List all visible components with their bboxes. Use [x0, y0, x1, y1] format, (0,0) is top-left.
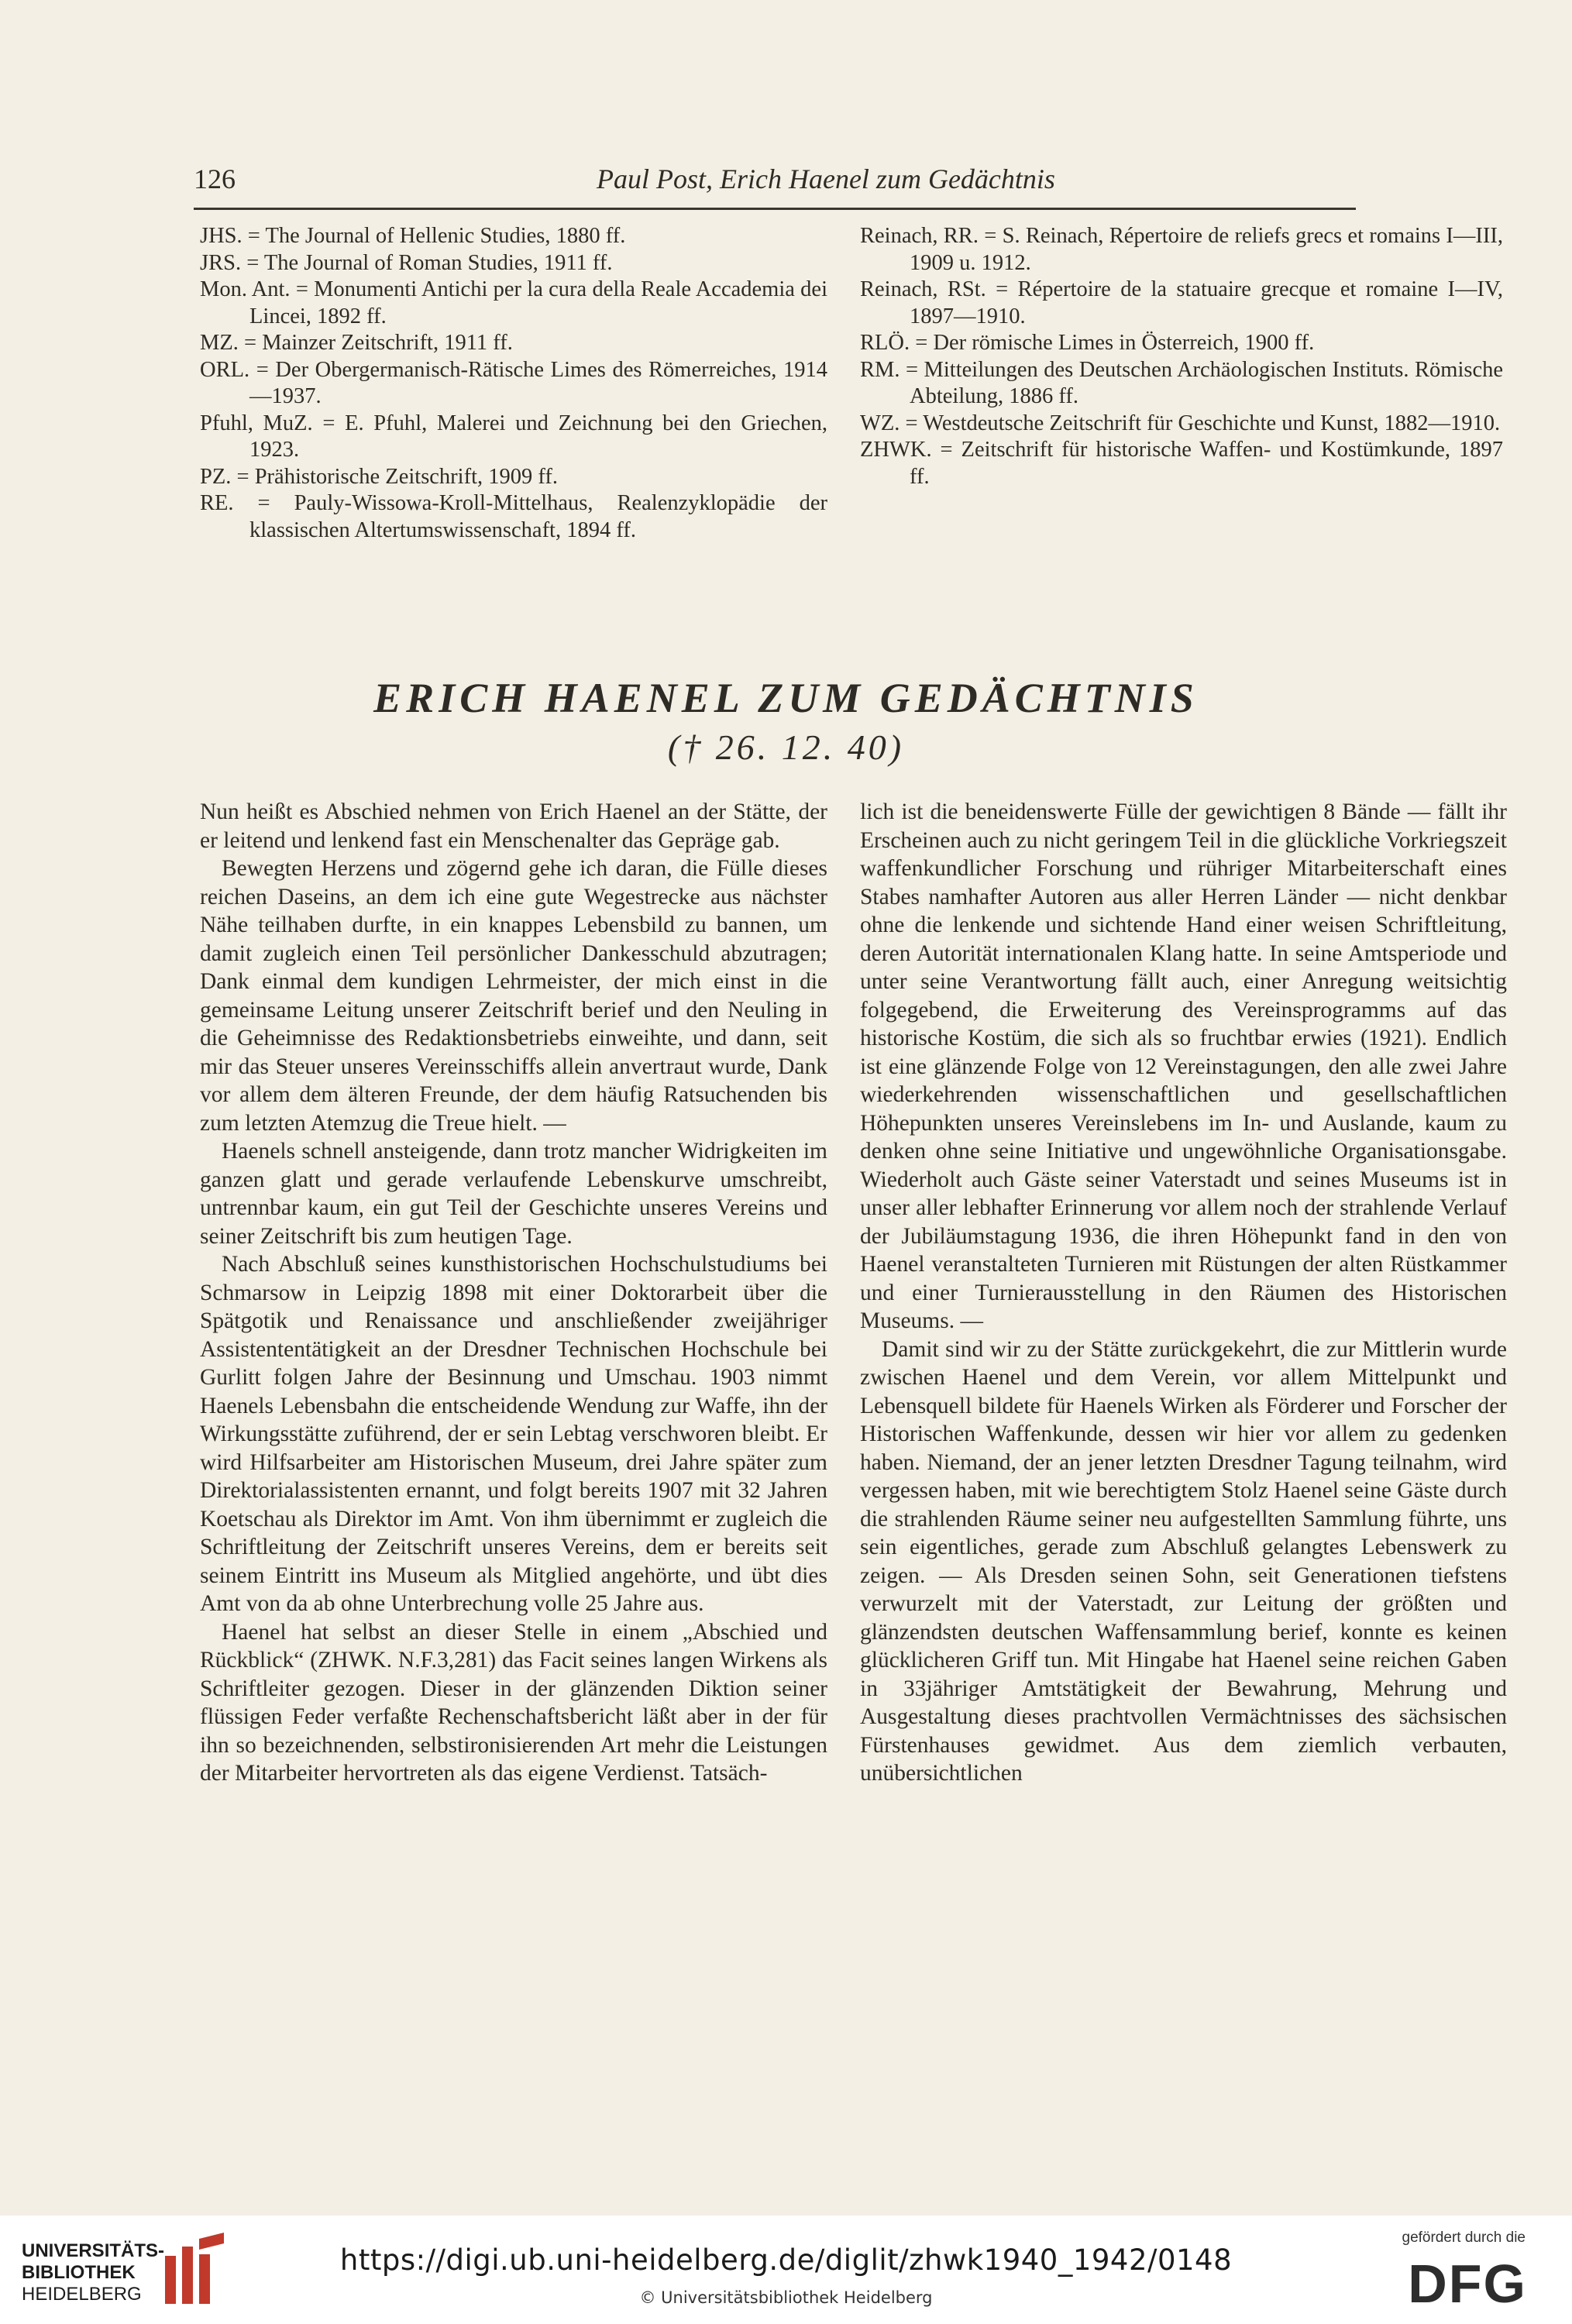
running-title: Paul Post, Erich Haenel zum Gedächtnis	[597, 163, 1055, 194]
abbreviation-entry: MZ. = Mainzer Zeitschrift, 1911 ff.	[200, 331, 513, 355]
funded-by-label: gefördert durch die	[1402, 2229, 1526, 2246]
article-title: ERICH HAENEL ZUM GEDÄCHTNIS	[373, 675, 1199, 721]
body-left-column	[200, 798, 827, 1788]
abbreviation-entry: RM. = Mitteilungen des Deutschen Archäologischen Instituts. Römische Abteilung, 1886 ff.	[860, 357, 1503, 408]
viewer-footer	[0, 2216, 1572, 2324]
logo-line: HEIDELBERG	[22, 2284, 142, 2305]
abbreviation-entry: Pfuhl, MuZ. = E. Pfuhl, Malerei und Zeichnung bei den Griechen, 1923.	[200, 411, 827, 462]
article-subtitle: († 26. 12. 40)	[667, 727, 905, 767]
body-paragraph: Haenel hat selbst an dieser Stelle in einem „Abschied und Rückblick“ (ZHWK. N.F.3,281) das Facit seines langen Wirkens als Schriftleiter gezogen. Dieser in der glänzenden Diktion seiner flüssigen Feder verfaßte Rechenschaftsbericht läßt aber in der für ihn so bezeichnenden, selbstironisierenden Art mehr die Leistungen der Mitarbeiter hervortreten als das eigene Verdienst. Tatsäch-	[200, 1619, 827, 1786]
abbreviation-entry: RLÖ. = Der römische Limes in Österreich, 1900 ff.	[860, 331, 1315, 355]
abbreviation-entry: ORL. = Der Obergermanisch-Rätische Limes des Römerreiches, 1914—1937.	[200, 357, 827, 408]
copyright-notice: © Universitätsbibliothek Heidelberg	[639, 2288, 933, 2307]
abbreviations-right-column	[860, 223, 1503, 490]
body-paragraph: Nun heißt es Abschied nehmen von Erich Haenel an der Stätte, der er leitend und lenkend fast ein Menschenalter das Gepräge gab.	[200, 799, 827, 853]
body-paragraph: lich ist die beneidenswerte Fülle der gewichtigen 8 Bände — fällt ihr Erscheinen auch zu nicht geringem Teil in die glückliche Vorkriegszeit waffenkundlicher Forschung und rühriger Mitarbeiterschaft eines Stabes namhafter Autoren aus aller Herren Länder — nicht denkbar ohne die lenkende und sichtende Hand einer weisen Schriftleitung, deren Autorität internationalen Klang hatte. In seine Amtsperiode und unter seine Verantwortung fällt auch, einer Anregung weitsichtig folgegebend, die Erweiterung des Vereinsprogramms auf das historische Kostüm, die sich als so fruchtbar erwies (1921). Endlich ist eine glänzende Folge von 12 Vereinstagungen, den alle zwei Jahre wiederkehrenden wissenschaftlichen und gesellschaftlichen Höhepunkten unseres Vereinslebens im In- und Auslande, kaum zu denken ohne seine Initiative und ungewöhnliche Organisationsgabe. Wiederholt auch Gäste seiner Vaterstadt und seines Museums ist in unser aller lebhafter Erinnerung vor allem noch der strahlende Verlauf der Jubiläumstagung 1936, die ihren Höhepunkt fand in den von Haenel veranstalteten Turnieren mit Rüstungen der alten Rüstkammer und einer Turnierausstellung in den Räumen des Historischen Museums. —	[860, 799, 1507, 1333]
body-paragraph: Bewegten Herzens und zögernd gehe ich daran, die Fülle dieses reichen Daseins, an dem ich eine gute Wegestrecke aus nächster Nähe teilhaben durfte, in ein knappes Lebensbild zu bannen, um damit zugleich einen Teil persönlicher Dankesschuld abzutragen; Dank einmal dem kundigen Lehrmeister, der mich einst in die gemeinsame Leitung unserer Zeitschrift berief und den Neuling in die Geheimnisse des Redaktionsbetriebs einweihte, und dann, seit mir das Steuer unseres Vereinsschiffs allein anvertraut wurde, Dank vor allem dem älteren Freunde, der dem häufig Ratsuchenden bis zum letzten Atemzug die Treue hielt. —	[200, 856, 827, 1136]
dfg-logo[interactable]: DFG	[1408, 2254, 1527, 2314]
abbreviation-entry: RE. = Pauly-Wissowa-Kroll-Mittelhaus, Realenzyklopädie der klassischen Altertumswissenschaft, 1894 ff.	[200, 491, 827, 542]
body-paragraph: Damit sind wir zu der Stätte zurückgekehrt, die zur Mittlerin wurde zwischen Haenel und dem Verein, vor allem Mittelpunkt und Lebensquell bildete für Haenels Wirken als Förderer und Forscher der Historischen Waffenkunde, dessen wir hier vor allem zu gedenken haben. Niemand, der an jener letzten Dresdner Tagung teilnahm, wird vergessen haben, mit wie berechtigtem Stolz Haenel seine Gäste durch die strahlenden Räume seiner neu aufgestellten Sammlung führte, uns sein eigentliches, gerade zum Abschluß gelangtes Lebenswerk zu zeigen. — Als Dresden seinen Sohn, seit Generationen tiefstens verwurzelt mit der Vaterstadt, zur Leitung der größten und glänzendsten deutschen Waffensammlung berief, konnte es keinen glücklicheren Griff tun. Mit Hingabe hat Haenel seine reichen Gaben in 33jähriger Amtstätigkeit der Bewahrung, Mehrung und Ausgestaltung dieses prachtvollen Vermächtnisses des sächsischen Fürstenhauses gewidmet. Aus dem ziemlich verbauten, unübersichtlichen	[860, 1336, 1508, 1786]
abbreviations-left-column	[200, 223, 827, 544]
abbreviation-entry: JRS. = The Journal of Roman Studies, 1911 ff.	[200, 250, 613, 275]
body-right-column	[860, 798, 1507, 1788]
abbreviation-entry: Mon. Ant. = Monumenti Antichi per la cura della Reale Accademia dei Lincei, 1892 ff.	[200, 277, 827, 328]
page-number: 126	[194, 163, 236, 194]
abbreviation-entry: Reinach, RSt. = Répertoire de la statuaire grecque et romaine I—IV, 1897—1910.	[860, 277, 1503, 328]
body-paragraph: Nach Abschluß seines kunsthistorischen Hochschulstudiums bei Schmarsow in Leipzig 1898 mit einer Doktorarbeit über die Spätgotik und Renaissance und anschließender zweijähriger Assistententätigkeit an der Dresdner Technischen Hochschule bei Gurlitt folgen Jahre der Besinnung und Umschau. 1903 nimmt Haenels Lebensbahn die entscheidende Wendung zur Waffe, ihn der Wirkungsstätte zuführend, der er sein Lebtag verschworen bleibt. Er wird Hilfsarbeiter am Historischen Museum, drei Jahre später zum Direktorialassistenten ernannt, und folgt bereits 1907 mit 32 Jahren Koetschau als Direktor im Amt. Von ihm übernimmt er zugleich die Schriftleitung der Zeitschrift unseres Vereins, dem er bereits seit seinem Eintritt ins Museum als Mitglied angehörte, und übt dies Amt von da ab ohne Unterbrechung volle 25 Jahre aus.	[200, 1252, 827, 1616]
logo-line: BIBLIOTHEK	[22, 2262, 136, 2283]
body-paragraph: Haenels schnell ansteigende, dann trotz mancher Widrigkeiten im ganzen glatt und gerade verlaufende Lebenskurve umschreibt, untrennbar kaum, ein gut Teil der Geschichte unseres Vereins und seiner Zeitschrift bis zum heutigen Tage.	[200, 1139, 827, 1249]
abbreviation-entry: WZ. = Westdeutsche Zeitschrift für Geschichte und Kunst, 1882—1910.	[860, 411, 1501, 435]
running-head	[194, 163, 1356, 209]
header-rule	[194, 208, 1356, 210]
logo-line: UNIVERSITÄTS-	[22, 2240, 165, 2261]
abbreviation-entry: JHS. = The Journal of Hellenic Studies, 1880 ff.	[200, 224, 626, 248]
abbreviation-entry: Reinach, RR. = S. Reinach, Répertoire de reliefs grecs et romains I—III, 1909 u. 1912.	[860, 224, 1503, 275]
abbreviation-entry: ZHWK. = Zeitschrift für historische Waffen- und Kostümkunde, 1897 ff.	[860, 438, 1503, 489]
abbreviation-entry: PZ. = Prähistorische Zeitschrift, 1909 ff.	[200, 464, 558, 489]
permalink-url[interactable]: https://digi.ub.uni-heidelberg.de/diglit/zhwk1940_1942/0148	[339, 2243, 1233, 2277]
